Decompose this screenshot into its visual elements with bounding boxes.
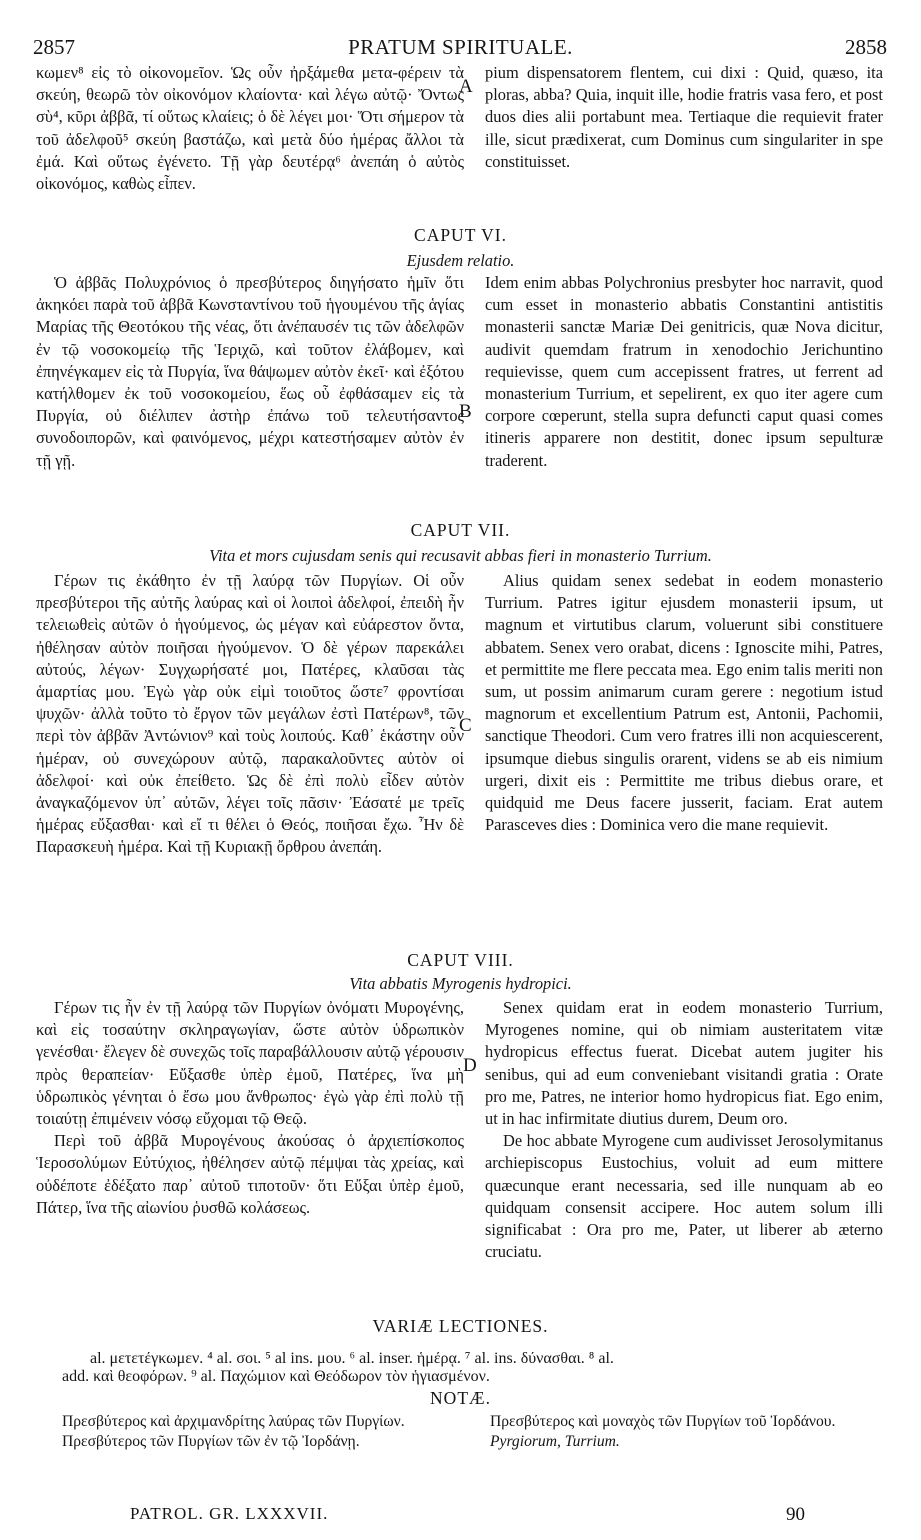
note-left: Πρεσβύτερος καὶ ἀρχιμανδρίτης λαύρας τῶν Πυργίων. Πρεσβύτερος τῶν Πυργίων τῶν ἐν τῷ Ἰορδάνῃ.	[62, 1413, 405, 1450]
greek-column-chapter8	[36, 997, 464, 1219]
greek-column-chapter6	[36, 272, 464, 472]
chapter-heading-6: CAPUT VI.	[414, 225, 507, 245]
greek-paragraph: Γέρων τις ἦν ἐν τῇ λαύρᾳ τῶν Πυργίων ὀνόματι Μυρογένης, καὶ εἰς τοσαύτην σκληραγωγίαν, ὥστε αὐτὸν ὑδρωπικὸν γενέσθαι· ἔλεγεν δὲ συνεχῶς τοῖς παραβάλλουσιν αὐτῷ γέρουσιν πρὸς θεραπείαν· Εὔξασθε ὑπὲρ ἐμοῦ, Πατέρες, ἵνα μὴ ὑδρωπικὸς γένηται ὁ ἔσω μου ἄνθρωπος· ἐγὼ γὰρ ἐπὶ πολὺ τῇ τοιαύτῃ ἐπιμένειν νόσῳ εὔχομαι τῷ Θεῷ.	[36, 998, 464, 1129]
greek-paragraph: κωμεν⁸ εἰς τὸ οἰκονομεῖον. Ὡς οὖν ἠρξάμεθα μετα-φέρειν τὰ σκεύη, θεωρῶ τὸν οἰκονόμον κλαίοντα· καὶ λέγω αὐτῷ· Ὄντως σὺ⁴, κῦρι ἀββᾶ, τί οὕτως κλαίεις; ὁ δὲ λέγει μοι· Ὅτι σήμερον τὰ τοῦ ἀδελφοῦ⁵ σκεύη βαστάζω, καὶ μετὰ δύο ἡμέρας ἄλλοι τὰ ἐμά. Καὶ οὕτως ἐγένετο. Τῇ γὰρ δευτέρᾳ⁶ ἀνεπάη ὁ αὐτὸς οἰκονόμος, καθὼς εἶπεν.	[36, 63, 464, 194]
variae-lectiones-heading: VARIÆ LECTIONES.	[372, 1316, 549, 1336]
margin-letter-a: A	[459, 76, 473, 97]
latin-column-chapter8	[485, 997, 883, 1263]
latin-paragraph: De hoc abbate Myrogene cum audivisset Jerosolymitanus archiepiscopus Eustochius, voluit ad eum mittere quæcunque erant necessaria, sed ille nunquam ab eo quidquam consensit accipere. Hoc autem solum illi significabat : Ora pro me, Pater, ut liberer ab æterno cruciatu.	[485, 1131, 883, 1262]
note-right-italic: Pyrgiorum, Turrium.	[490, 1433, 620, 1450]
latin-paragraph: Senex quidam erat in eodem monasterio Turrium, Myrogenes nomine, qui ob nimiam austeritatem vitæ hydropicus effectus fuerat. Dicebat autem jugiter his senibus, qui ad eum conveniebant visitandi gratia : Orate pro me, Patres, ne interior homo hydropicus fiat. Ego enim, ut in hac infirmitate diutius durem, Deum oro.	[485, 998, 883, 1129]
margin-letter-d: D	[463, 1055, 477, 1076]
greek-column-chapter7	[36, 570, 464, 859]
running-title: PRATUM SPIRITUALE.	[348, 35, 573, 59]
note-right-text: Πρεσβύτερος καὶ μοναχὸς τῶν Πυργίων τοῦ Ἰορδάνου.	[490, 1413, 836, 1430]
chapter-subtitle-6: Ejusdem relatio.	[406, 251, 515, 270]
latin-column-chapter6	[485, 272, 883, 472]
notae-heading: NOTÆ.	[430, 1388, 491, 1408]
chapter-subtitle-8: Vita abbatis Myrogenis hydropici.	[349, 974, 572, 993]
chapter-heading-7: CAPUT VII.	[410, 520, 511, 540]
note-right	[490, 1412, 890, 1452]
margin-letter-b: B	[459, 401, 472, 422]
footer-volume: PATROL. GR. LXXXVII.	[130, 1504, 329, 1523]
latin-column-block1	[485, 62, 883, 173]
latin-paragraph: Alius quidam senex sedebat in eodem monasterio Turrium. Patres igitur ejusdem monasterii ipsum, ut magnum et virtutibus clarum, voluerunt sibi constituere abbatem. Senex vero orabat, dicens : Ignoscite mihi, Patres, et permittite me flere peccata mea. Ego enim talis meriti non sum, ut possim animarum curam gerere : negotium istud magnorum et excellentium Patrum est, Antonii, Pachomii, sanctique Theodori. Cum vero fratres illi non acquiescerent, ipsumque diebus singulis orarent, videns se ab eis nimium urgeri, dixit eis : Permittite me tribus diebus orare, et quidquid me Deus facere jusserit, faciam. Erat autem Parasceves dies : Dominica vero die mane requievit.	[485, 571, 883, 835]
greek-paragraph: Γέρων τις ἐκάθητο ἐν τῇ λαύρᾳ τῶν Πυργίων. Οἱ οὖν πρεσβύτεροι τῆς αὐτῆς λαύρας καὶ οἱ λοιποὶ ἀδελφοί, ἐπειδὴ ἦν τελειωθεὶς αὐτῶν ὁ ἡγούμενος, ὡς μέγαν καὶ εὐάρεστον ὄντα, ἠθέλησαν αὐτὸν ποιῆσαι ἡγούμενον. Ὁ δὲ γέρων παρεκάλει αὐτούς, λέγων· Συγχωρήσατέ μοι, Πατέρες, κλαῦσαι τὰς ἁμαρτίας μου. Ἐγὼ γὰρ οὐκ εἰμὶ τοιοῦτος ὥστε⁷ φροντίσαι ψυχῶν· ἀλλὰ τοῦτο τὸ ἔργον τῶν μεγάλων ἐστὶ Πατέρων⁸, τῶν περὶ τὸν ἀββᾶν Ἀντώνιον⁹ καὶ τοὺς λοιπούς. Καθ᾽ ἑκάστην οὖν ἡμέραν, οὐ συνεχώρουν αὐτῷ, παρακαλοῦντες αὐτὸν οἱ ἀδελφοί· καὶ οὐκ ἐπείθετο. Ὡς δὲ ἐπὶ πολὺ εἶδεν αὐτὸν ἀναγκαζόμενον ὑπ᾽ αὐτῶν, λέγει τοῖς πᾶσιν· Ἐάσατέ με τρεῖς ἡμέρας εὔξασθαι· καὶ εἴ τι θέλει ὁ Θεός, ποιῆσαι ἔχω. Ἦν δὲ Παρασκευὴ ἡμέρα. Καὶ τῇ Κυριακῇ ὄρθρου ἀνεπάη.	[36, 571, 464, 857]
chapter-heading-8: CAPUT VIII.	[407, 950, 514, 970]
latin-column-chapter7	[485, 570, 883, 836]
column-number-right: 2858	[845, 35, 887, 59]
variae-lectiones-line: al. μετετέγκωμεν. ⁴ al. σοι. ⁵ al ins. μου. ⁶ al. inser. ἡμέρᾳ. ⁷ al. ins. δύνασθαι. ⁸ al.	[90, 1350, 614, 1367]
greek-column-block1	[36, 62, 464, 195]
greek-paragraph: Περὶ τοῦ ἀββᾶ Μυρογένους ἀκούσας ὁ ἀρχιεπίσκοπος Ἱεροσολύμων Εὐτύχιος, ἠθέλησεν αὐτῷ πέμψαι τὰς χρείας, καὶ οὐδέποτε ἐδέξατο παρ᾽ αὐτοῦ τιποτοῦν· ὅτι Εὔξαι ὑπὲρ ἐμοῦ, Πάτερ, ἵνα τῆς αἰωνίου ῥυσθῶ κολάσεως.	[36, 1131, 464, 1217]
margin-letter-c: C	[459, 715, 472, 736]
variae-lectiones-line: add. καὶ θεοφόρων. ⁹ al. Παχώμιον καὶ Θεόδωρον τὸν ἡγιασμένον.	[62, 1368, 490, 1385]
column-number-left: 2857	[33, 35, 75, 59]
footer-sheet-number: 90	[786, 1504, 805, 1525]
latin-paragraph: pium dispensatorem flentem, cui dixi : Quid, quæso, ita ploras, abba? Quia, inquit ille, hodie fratris vasa fero, et post duos dies alii portabunt mea. Tertiaque die requievit frater ille, sicut prædixerat, cum Dominus cum singulariter in spe constituisset.	[485, 63, 883, 171]
chapter-subtitle-7: Vita et mors cujusdam senis qui recusavit abbas fieri in monasterio Turrium.	[209, 546, 712, 565]
greek-paragraph: Ὁ ἀββᾶς Πολυχρόνιος ὁ πρεσβύτερος διηγήσατο ἡμῖν ὅτι ἀκηκόει παρὰ τοῦ ἀββᾶ Κωνσταντίνου τοῦ ἡγουμένου τῆς ἁγίας Μαρίας τῆς Θεοτόκου τῆς νέας, ὅτι ἀνέπαυσέν τις τῶν ἀδελφῶν ἐν τῷ νοσοκομείῳ τῆς Ἱεριχῶ, καὶ τοῦτον ἐλάβομεν, καὶ ἐπηνέγκαμεν εἰς τὰ Πυργία, ἵνα θάψωμεν αὐτὸν ἐκεῖ· καὶ ἐξότου κατήλθομεν ἐκ τοῦ νοσοκομείου, ἕως οὗ ἐφθάσαμεν εἰς τὰ Πυργία, οὐ διέλιπεν ἀστὴρ ἐπάνω τοῦ τελευτήσαντος συνοδοιπορῶν, καὶ φαινόμενος, μέχρι κατεστήσαμεν αὐτὸν ἐν τῇ γῇ.	[36, 273, 464, 470]
latin-paragraph: Idem enim abbas Polychronius presbyter hoc narravit, quod cum esset in monasterio abbatis Constantini antistitis monasterii sanctæ Mariæ Dei genitricis, quæ Nova dicitur, audivit quemdam fratrum in xenodochio Jerichuntino requievisse, quem cum accepissent fratres, ut ferrent ad monasterium Turrium, et sepelirent, ex quo iter agere cum corpore cœperunt, stella supra defuncti caput quasi comes itineris apparere non destitit, donec ipsum sepulturæ traderent.	[485, 273, 883, 470]
